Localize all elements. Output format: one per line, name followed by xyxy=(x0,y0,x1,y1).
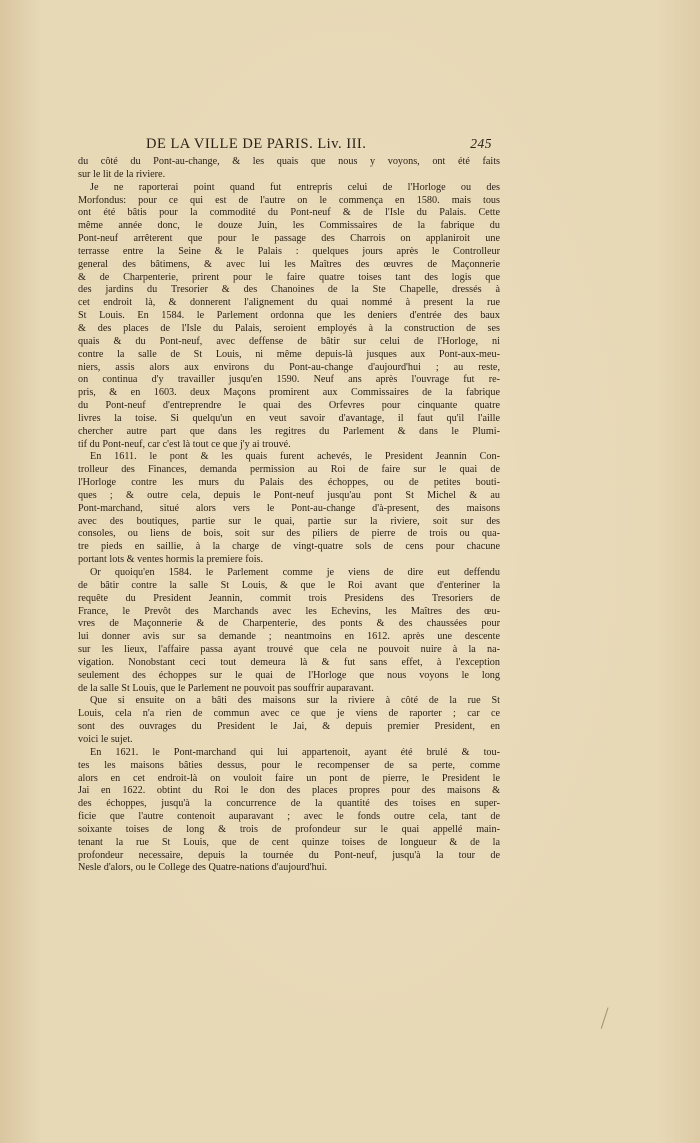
text-line: France, le Prevôt des Marchands avec les Echevins, les Maîtres des œu- xyxy=(78,605,500,617)
text-line: voici le sujet. xyxy=(78,733,133,745)
body-text xyxy=(78,156,500,875)
text-line: cet endroit là, & donnerent l'alignement du quai nommé à present la rue xyxy=(78,297,500,309)
text-line: profondeur necessaire, depuis la tournée du Pont-neuf, jusqu'à la tour de xyxy=(78,849,500,861)
text-line: Pont-neuf arrêterent que pour le passage des Charrois on applaniroit une xyxy=(78,233,500,245)
text-line: lui donner avis sur sa demande ; neantmoins en 1612. après une descente xyxy=(78,631,500,643)
text-line: ques ; & outre cela, depuis le Pont-neuf jusqu'au pont St Michel & au xyxy=(78,489,500,501)
text-line: des jardins du Tresorier & des Chanoines de la Ste Chapelle, dressés à xyxy=(78,284,500,296)
text-line: general des bâtimens, & avec lui les Maîtres des œuvres de Maçonnerie xyxy=(78,258,500,270)
text-line: Je ne raporterai point quand fut entrepris celui de l'Horloge ou des xyxy=(90,181,500,193)
text-line: même année donc, le douze Juin, les Commissaires de la fabrique du xyxy=(78,220,500,232)
page-header xyxy=(140,136,492,153)
text-line: pris, & en 1603. deux Maçons promirent aux Commissaires de la fabrique xyxy=(78,387,500,399)
text-line: sur le lit de la riviere. xyxy=(78,168,166,180)
text-line: ont été bâtis pour la commodité du Pont-neuf & de l'Isle du Palais. Cette xyxy=(78,207,500,219)
page-number: 245 xyxy=(470,136,492,151)
text-line: de la salle St Louis, que le Parlement ne pouvoit pas souffrir auparavant. xyxy=(78,682,374,694)
text-line: tif du Pont-neuf, car c'est là tout ce que j'y ai trouvé. xyxy=(78,438,291,450)
text-line: du côté du Pont-au-change, & les quais que nous y voyons, ont été faits xyxy=(78,156,500,167)
text-line: Or quoiqu'en 1584. le Parlement comme je viens de dire eut deffendu xyxy=(90,567,500,578)
text-line: tenant la rue St Louis, que de cent quinze toises de longueur & de la xyxy=(78,836,500,848)
text-line: quais & du Pont-neuf, avec deffense de bâtir sur celui de l'Horloge, ni xyxy=(78,335,500,347)
text-line: tes les maisons bâties dessus, pour le recompenser de sa perte, comme xyxy=(78,759,500,771)
text-line: Que si ensuite on a bâti des maisons sur la riviere à côté de la rue St xyxy=(90,695,500,707)
text-line: terrasse entre la Seine & le Palais : quelques jours après le Controlleur xyxy=(78,245,500,257)
text-line: & de Charpenterie, prirent pour le faire quatre toises tant des logis que xyxy=(78,271,500,283)
text-line: avec des boutiques, partie sur le quai, partie sur la riviere, soit sur des xyxy=(78,515,500,527)
text-line: des échoppes, jusqu'à la concurrence de la quantité des toises en super- xyxy=(78,798,500,810)
text-line: sur les lieux, l'affaire passa ayant trouvé que cela ne pouvoit nuire à la na- xyxy=(78,644,500,656)
text-line: portant lots & ventes hormis la premiere fois. xyxy=(78,554,264,566)
text-line: Morfondus: pour ce qui est de l'autre on le commença en 1580. mais tous xyxy=(78,194,500,206)
text-line: seulement des échoppes sur le quai de l'Horloge que nous voyons le long xyxy=(78,669,500,681)
text-line: du Pont-neuf d'entreprendre le quai des Orfevres pour cinquante quatre xyxy=(78,400,500,412)
text-line: on continua d'y travailler jusqu'en 1590. Neuf ans après l'ouvrage fut re- xyxy=(78,374,500,386)
text-line: Louis, cela n'a rien de commun avec ce que je viens de raporter ; car ce xyxy=(78,708,500,720)
text-line: trolleur des Finances, demanda permission au Roi de faire sur le quai de xyxy=(78,464,500,476)
text-line: & des places de l'Isle du Palais, seroient employés à la construction de ses xyxy=(78,322,500,334)
text-line: tre pieds en saillie, à la charge de vingt-quatre sols de cens pour chacune xyxy=(78,541,500,553)
text-line: livres la toise. Si quelqu'un en veut savoir d'avantage, il faut qu'il l'aille xyxy=(78,412,500,424)
text-line: soixante toises de long & trois de profondeur sur le quai appellé main- xyxy=(78,823,500,835)
text-line: Jai en 1622. obtint du Roi le don des places propres pour des maisons & xyxy=(78,785,500,797)
text-line: En 1621. le Pont-marchand qui lui appartenoit, ayant été brulé & tou- xyxy=(90,746,500,758)
text-line: consoles, ou liens de bois, soit sur des piliers de pierre de trois ou qua- xyxy=(78,528,500,540)
text-line: alors en cet endroit-là on vouloit faire un pont de pierre, le President le xyxy=(78,772,500,784)
text-line: En 1611. le pont & les quais furent achevés, le President Jeannin Con- xyxy=(90,451,500,463)
text-line: contre la salle de St Louis, ni même depuis-là jusques aux Pont-aux-meu- xyxy=(78,348,500,360)
text-line: chercher autre part que dans les regitres du Parlement & dans le Plumi- xyxy=(78,425,500,437)
pencil-mark xyxy=(601,1007,614,1030)
running-head: DE LA VILLE DE PARIS. Liv. III. xyxy=(146,136,367,152)
text-line: vigation. Nonobstant ceci tout demeura là & fut sans effet, à l'exception xyxy=(78,656,500,668)
text-line: Pont-marchand, situé alors vers le Pont-au-change d'à-present, des maisons xyxy=(78,502,500,514)
text-line: vres de Maçonnerie & de Charpenterie, des ponts & des chaussées pour xyxy=(78,618,500,630)
text-line: ficie que l'autre contenoit auparavant ; avec le fonds outre cela, tant de xyxy=(78,811,500,823)
text-line: l'Horloge contre les murs du Palais des échoppes, ou de petites bouti- xyxy=(78,477,500,489)
text-line: St Louis. En 1584. le Parlement ordonna que les deniers d'entrée des baux xyxy=(78,310,500,322)
text-line: Nesle d'alors, ou le College des Quatre-nations d'aujourd'hui. xyxy=(78,862,328,874)
text-line: sont des ouvrages du President le Jai, & depuis premier President, en xyxy=(78,721,500,733)
text-line: requête du President Jeannin, commit trois Presidens des Tresoriers de xyxy=(78,592,500,604)
text-line: niers, assis alors aux environs du Pont-au-change d'aujourd'hui ; au reste, xyxy=(78,361,500,373)
text-line: de bâtir contre la salle St Louis, & que le Roi avant que d'enteriner la xyxy=(78,579,500,591)
